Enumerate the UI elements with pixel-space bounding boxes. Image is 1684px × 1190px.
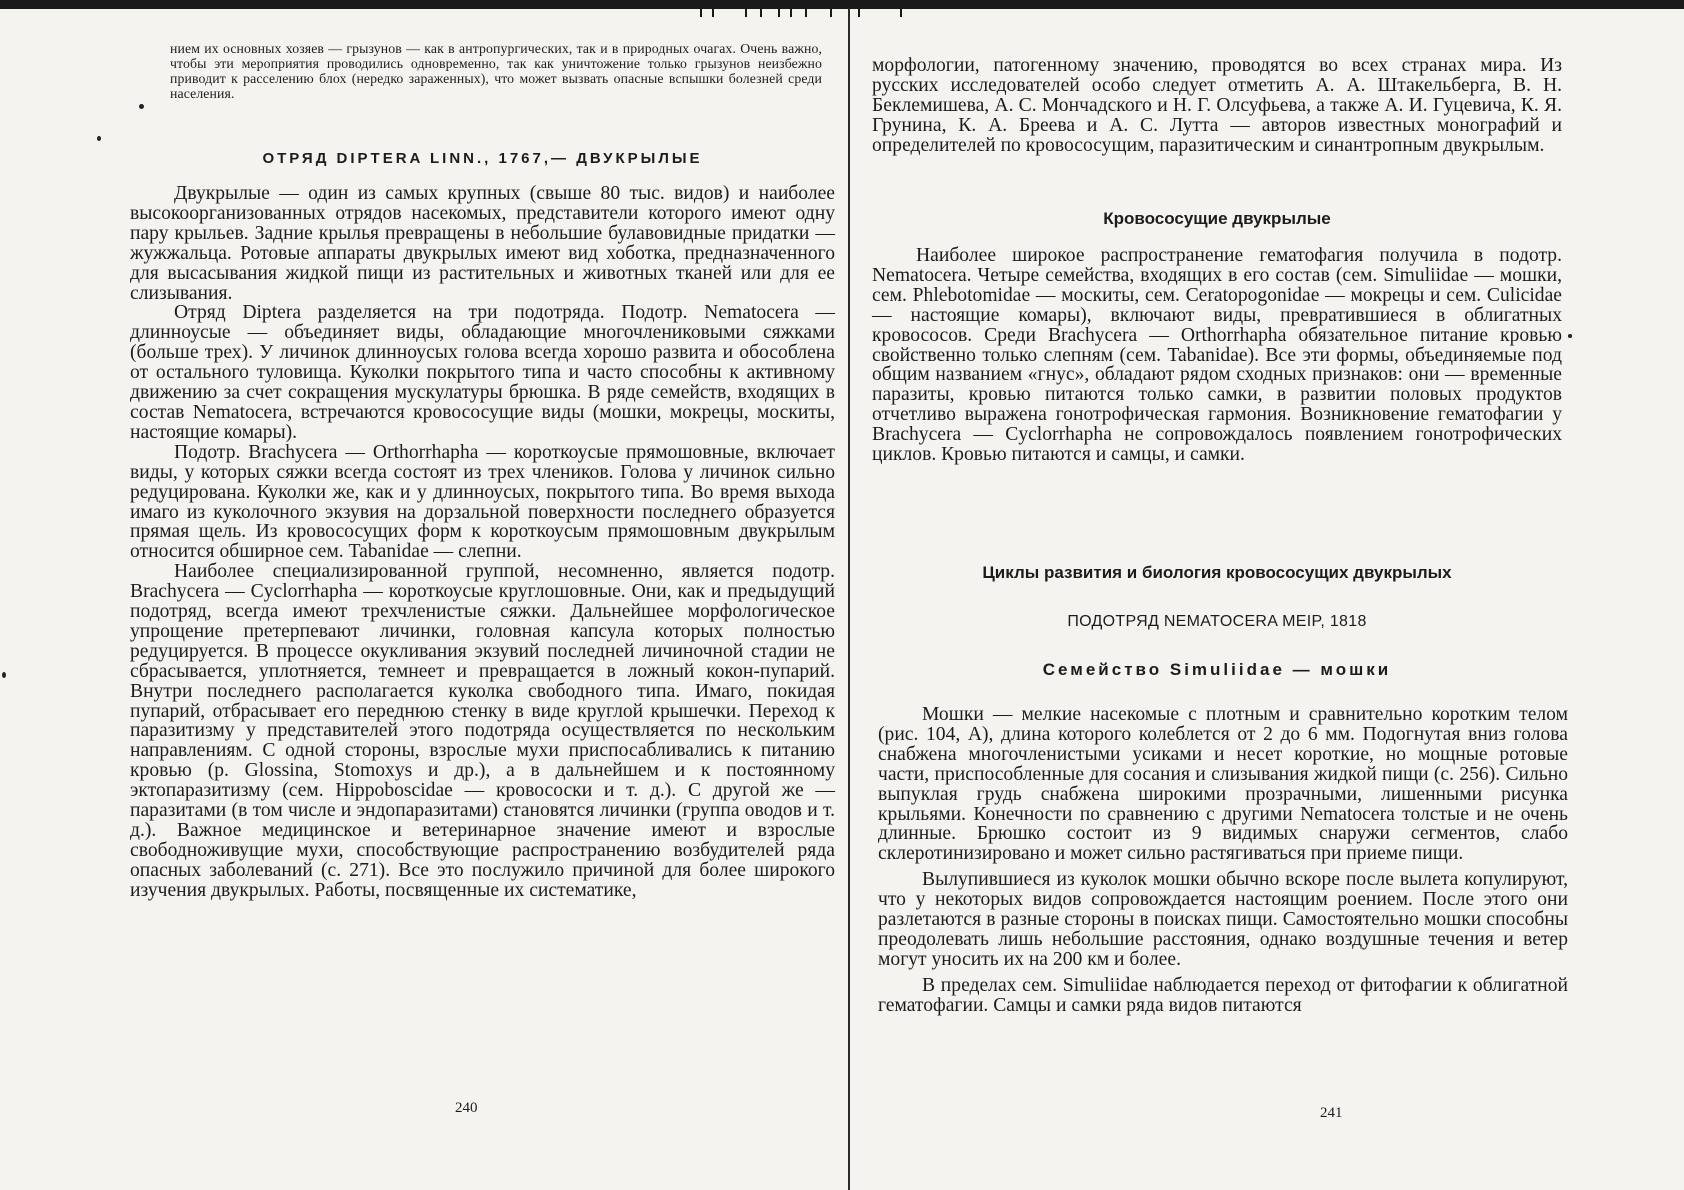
continuation-paragraph: морфологии, патогенному значению, проводятся во всех странах мира. Из русских исследователей особо следует отметить А. А. Штакельберга, В. Н. Беклемишева, А. С. Мончадского и Н. Г. Олсуфьева, а также А. И. Гуцевича, К. Я. Грунина, К. А. Бреева и А. С. Лутта — авторов известных монографий и определителей по кровососущим, паразитическим и синантропным двукрылым. — [872, 55, 1562, 156]
left-body — [130, 184, 835, 901]
paragraph: Наиболее специализированной группой, несомненно, является подотр. Brachycera — Cyclorrhapha — короткоусые круглошовные. Они, как и предыдущий подотряд, всегда имеют трехчленистые сяжки. Дальнейшее морфологическое упрощение претерпевают личинки, головная капсула которых полностью редуцируется. В процессе окукливания экзувий последней личиночной стадии не сбрасывается, уплотняется, темнеет и превращается в ложный кокон-пупарий. Внутри последнего располагается куколка свободного типа. Имаго, покидая пупарий, отбрасывает его переднюю стенку в виде круглой крышечки. Переход к паразитизму у представителей этого подотряда осуществляется по нескольким направлениям. С одной стороны, взрослые мухи приспосабливались к питанию кровью (р. Glossina, Stomoxys и др.), а в дальнейшем и к постоянному эктопаразитизму (сем. Hippoboscidae — кровососки и т. д.). С другой же — паразитами (в том числе и эндопаразитами) становятся личинки (группа оводов и т. д.). Важное медицинское и ветеринарное значение имеют и взрослые свободноживущие мухи, способствующие распространению возбудителей ряда опасных заболеваний (с. 271). Все это послужило причиной для более широкого изучения двукрылых. Работы, посвященные их систематике, — [130, 561, 835, 901]
suborder-heading: ПОДОТРЯД NEMATOCERA MEIP, 1818 — [1067, 613, 1367, 630]
scan-top-edge — [0, 0, 1684, 9]
scan-speck — [139, 104, 144, 109]
paragraph: Наиболее широкое распространение гематофагия получила в подотр. Nematocera. Четыре семейства, входящих в его состав (сем. Simuliidae — мошки, сем. Phlebotomidae — москиты, сем. Ceratopogonidae — мокрецы и сем. Culicidae — настоящие комары), включают виды, превратившиеся в облигатных кровососов. Среди Brachycera — Orthorrhapha обязательное питание кровью свойственно только слепням (сем. Tabanidae). Все эти формы, объединяемые под общим названием «гнус», обладают рядом сходных признаков: они — временные паразиты, кровью питаются только самки, в развитии половых продуктов отчетливо выражена гонотрофическая гармония. Возникновение гематофагии у Brachycera — Cyclorrhapha не сопровождалось появлением гонотрофических циклов. Кровью питаются и самцы, и самки. — [872, 245, 1562, 466]
scan-speck — [1568, 334, 1572, 338]
paragraph: Отряд Diptera разделяется на три подотряда. Подотр. Nematocera — длинноусые — объединяет виды, обладающие многочлениковыми сяжками (больше трех). У личинок длинноусых голова всегда хорошо развита и обособлена от остального туловища. Куколки покрытого типа и часто способны к активному движению за счет сокращения мускулатуры брюшка. В ряде семейств, входящих в состав Nematocera, встречаются кровососущие виды (мошки, мокрецы, москиты, настоящие комары). — [130, 302, 835, 443]
order-heading: ОТРЯД DIPTERA LINN., 1767,— ДВУКРЫЛЫЕ — [262, 150, 703, 167]
right-body — [878, 705, 1568, 1016]
page-number: 240 — [455, 1100, 478, 1116]
paragraph: Вылупившиеся из куколок мошки обычно вскоре после вылета копулируют, что у некоторых видов сопровождается настоящим роением. После этого они разлетаются в разные стороны в поисках пищи. Самостоятельно мошки способны преодолевать лишь небольшие расстояния, однако воздушные течения и ветер могут уносить их на 200 км и более. — [878, 869, 1568, 970]
paragraph: Мошки — мелкие насекомые с плотным и сравнительно коротким телом (рис. 104, А), длина которого колеблется от 2 до 6 мм. Подогнутая вниз голова снабжена многочленистыми усиками и несет короткие, но мощные ротовые части, приспособленные для сосания и слизывания жидкой пищи (с. 256). Сильно выпуклая грудь снабжена широкими прозрачными, лишенными рисунка крыльями. Конечности по сравнению с другими Nematocera толстые и не очень длинные. Брюшко состоит из 9 видимых снаружи сегментов, слабо склеротинизировано и может сильно растягиваться при приеме пищи. — [878, 704, 1568, 865]
paragraph: В пределах сем. Simuliidae наблюдается переход от фитофагии к облигатной гематофагии. Самцы и самки ряда видов питаются — [878, 974, 1568, 1016]
section-heading: Кровососущие двукрылые — [1103, 209, 1331, 228]
scan-speck — [2, 672, 6, 678]
book-spine — [848, 8, 850, 1190]
paragraph: Двукрылые — один из самых крупных (свыше 80 тыс. видов) и наиболее высокоорганизованных отрядов насекомых, представители которого имеют одну пару крыльев. Задние крылья превращены в небольшие булавовидные придатки — жужжальца. Ротовые аппараты двукрылых имеют вид хоботка, предназначенного для высасывания жидкой пищи из растительных и животных тканей или для ее слизывания. — [130, 183, 835, 304]
section-heading: Циклы развития и биология кровососущих двукрылых — [982, 563, 1452, 582]
family-heading: Семейство Simuliidae — мошки — [1042, 660, 1392, 679]
page-number: 241 — [1320, 1105, 1343, 1121]
paragraph: Подотр. Brachycera — Orthorrhapha — короткоусые прямошовные, включает виды, у которых сяжки всегда состоят из трех члеников. Голова у личинок сильно редуцирована. Куколки же, как и у длинноусых, покрытого типа. Во время выхода имаго из куколочного экзувия на дорзальной поверхности последнего образуется прямая щель. Из кровососущих форм к короткоусым прямошовным двукрылым относится обширное сем. Tabanidae — слепни. — [130, 441, 835, 563]
intro-paragraph: нием их основных хозяев — грызунов — как в антропургических, так и в природных очагах. Очень важно, чтобы эти мероприятия проводились одновременно, так как уничтожение только грызунов неизбежно приводит к расселению блох (нередко зараженных), что может вызвать опасные вспышки болезней среди населения. — [170, 41, 822, 101]
scan-speck — [97, 136, 101, 141]
